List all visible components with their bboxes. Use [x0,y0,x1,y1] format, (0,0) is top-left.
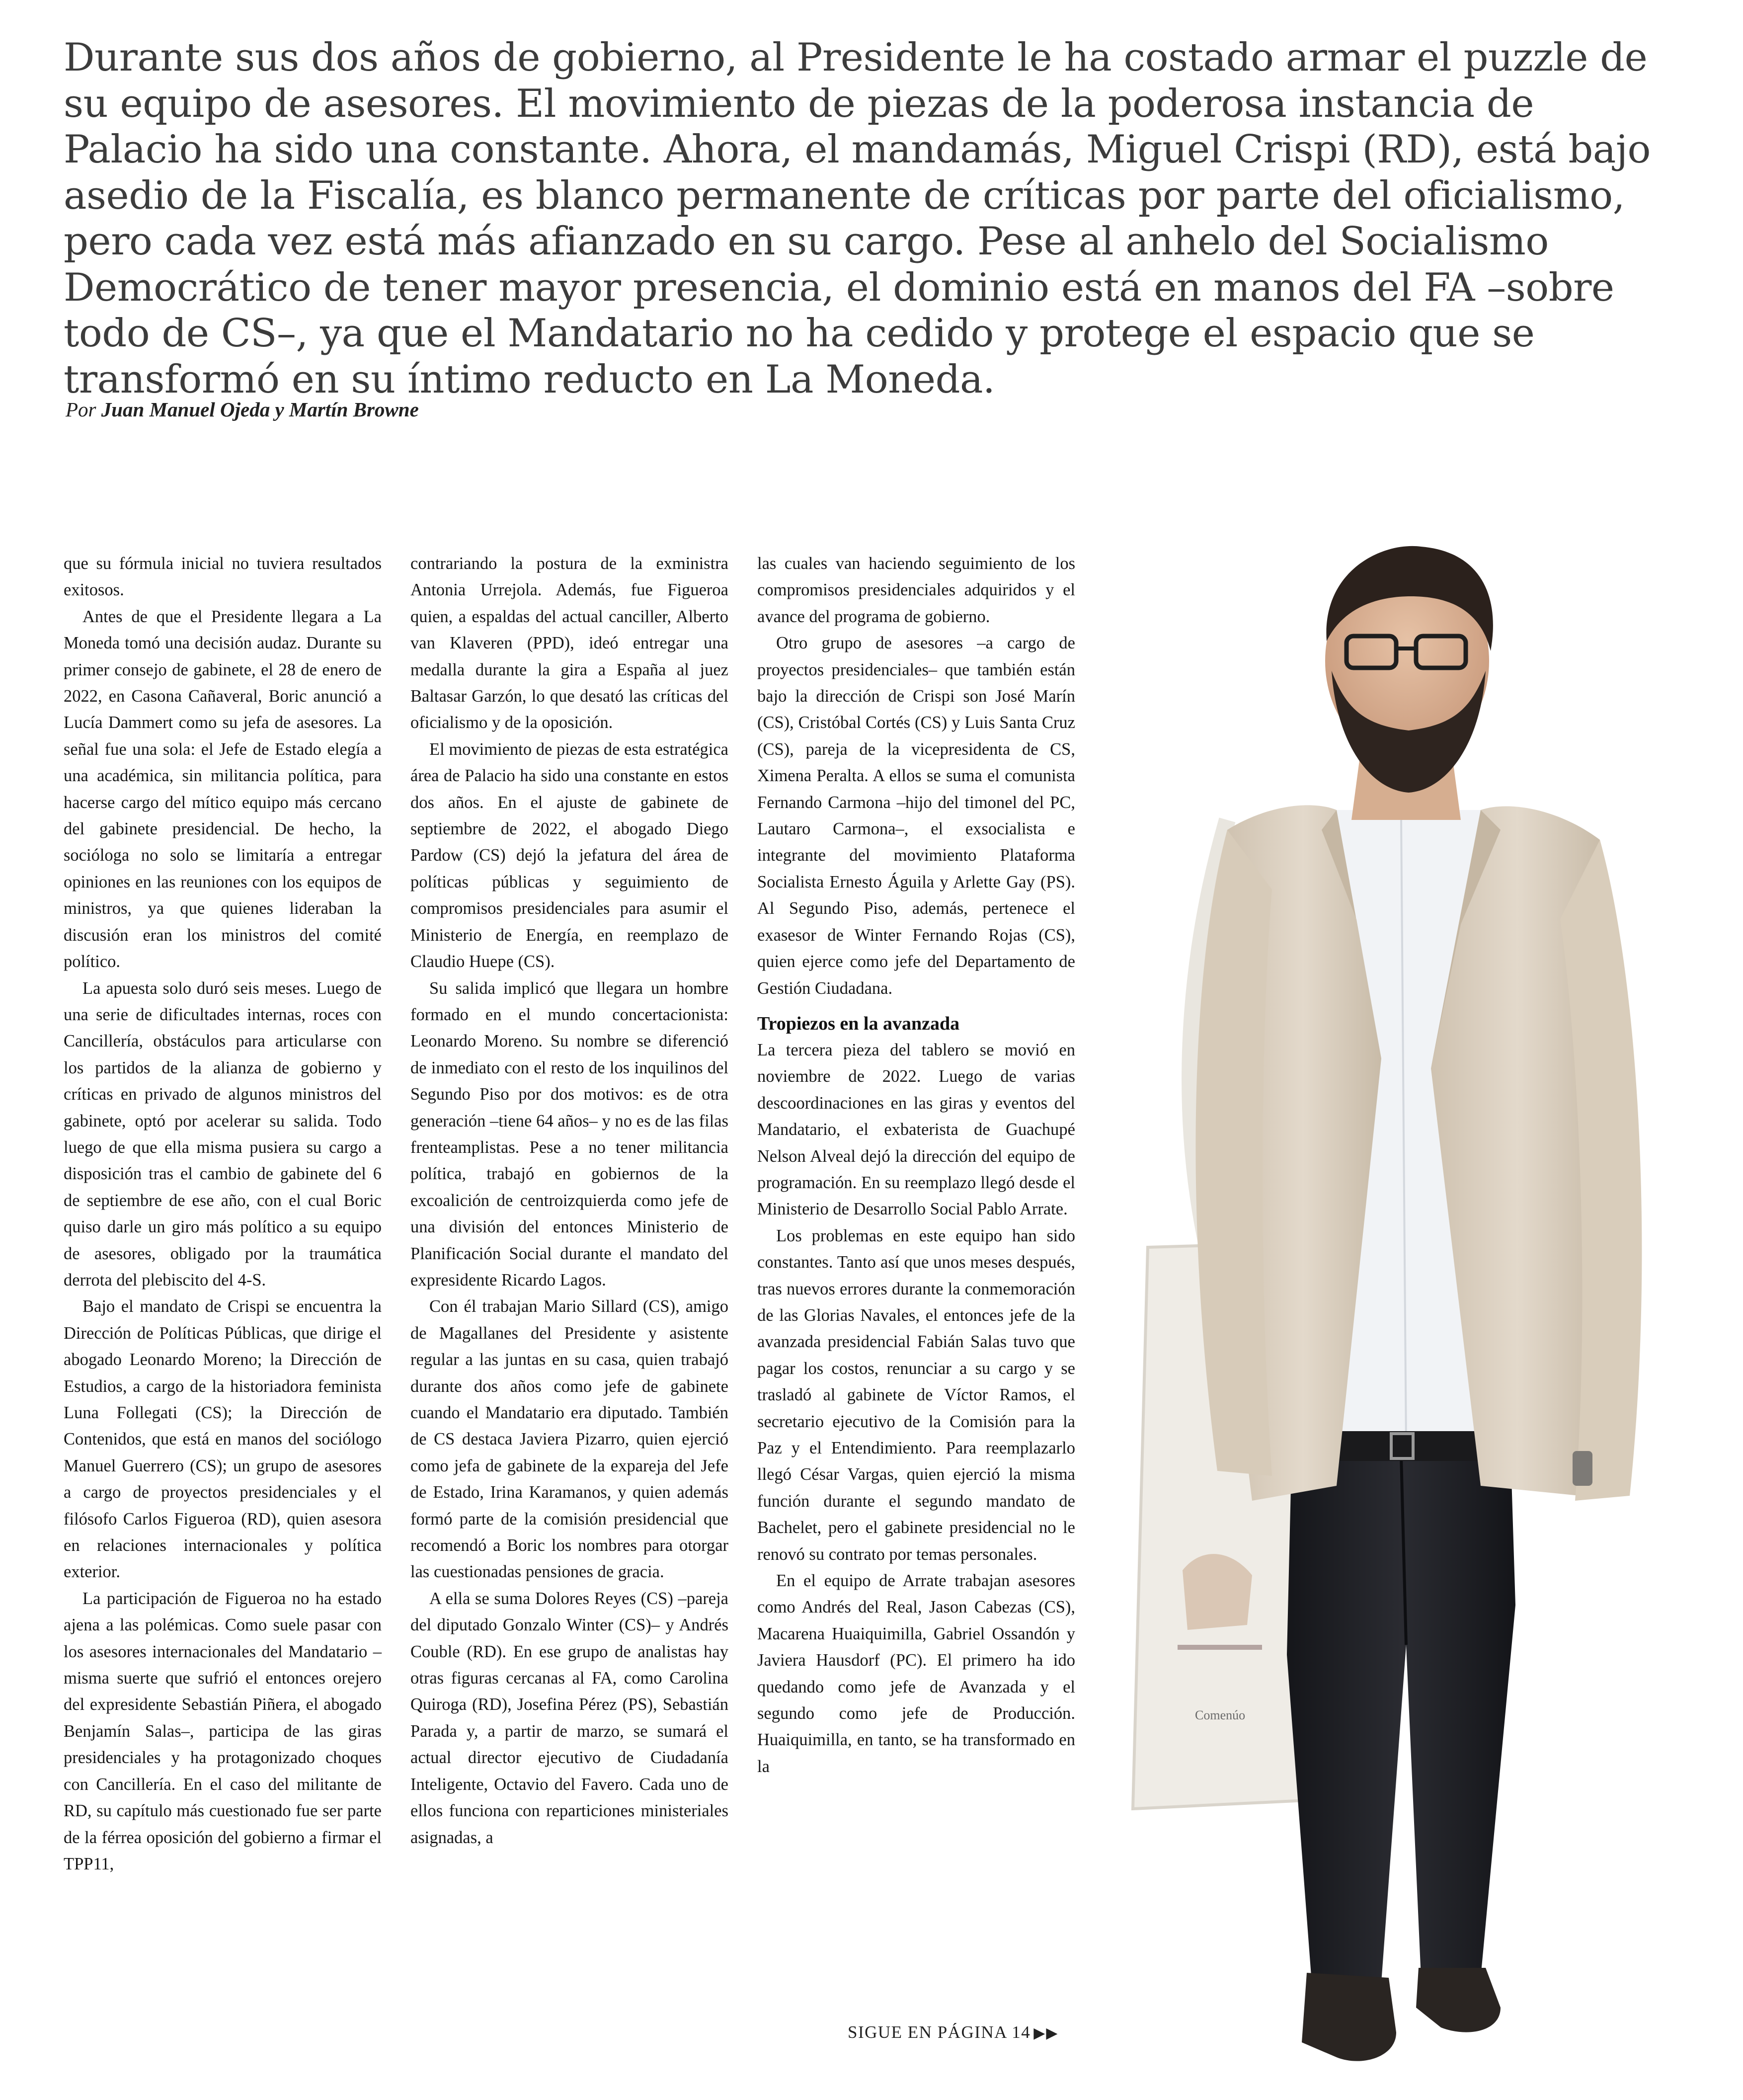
continue-on-page-link[interactable] [848,2022,1086,2042]
paragraph: El movimiento de piezas de esta estratégica área de Palacio ha sido una constante en estos dos años. En el ajuste de gabinete de septiembre de 2022, el abogado Diego Pardow (CS) dejó la jefatura del área de políticas públicas y seguimiento de compromisos presidenciales para asumir el Ministerio de Energía, en reemplazo de Claudio Huepe (CS). [410,739,728,971]
paragraph: Otro grupo de asesores –a cargo de proyectos presidenciales– que también están bajo la dirección de Crispi son José Marín (CS), Cristóbal Cortés (CS) y Luis Santa Cruz (CS), pareja de la vicepresidenta de CS, Ximena Peralta. A ellos se suma el comunista Fernando Carmona –hijo del timonel del PC, Lautaro Carmona–, el exsocialista e integrante del movimiento Plataforma Socialista Ernesto Águila y Arlette Gay (PS). Al Segundo Piso, además, pertenece el exasesor de Winter Fernando Rojas (CS), quien ejerce como jefe del Departamento de Gestión Ciudadana. [757,634,1075,998]
man-walking-photo [1103,512,1743,2100]
paragraph: En el equipo de Arrate trabajan asesores como Andrés del Real, Jason Cabezas (CS), Macarena Huaiquimilla, Gabriel Ossandón y Javiera Hausdorf (PC). El primero ha ido quedando como jefe de Avanzada y el segundo como jefe de Producción. Huaiquimilla, en tanto, se ha transformado en la [757,1571,1075,1776]
paragraph: Su salida implicó que llegara un hombre formado en el mundo concertacionista: Leonardo Moreno. Su nombre se diferenció de inmediato con el resto de los inquilinos del Segundo Piso por dos motivos: es de otra generación –tiene 64 años– y no es de las filas frenteamplistas. Pese a no tener militancia política, trabajó en gobiernos de la excoalición de centroizquierda como jefe de una división del entonces Ministerio de Planificación Social durante el mandato del expresidente Ricardo Lagos. [410,978,728,1290]
byline [66,398,1059,421]
column-1 [64,551,382,1877]
section-subheading: Tropiezos en la avanzada [757,1013,960,1034]
paragraph: A ella se suma Dolores Reyes (CS) –pareja del diputado Gonzalo Winter (CS)– y Andrés Couble (RD). En ese grupo de analistas hay otras figuras cercanas al FA, como Carolina Quiroga (RD), Josefina Pérez (PS), Sebastián Parada y, a partir de marzo, se sumará el actual director ejecutivo de Ciudadanía Inteligente, Octavio del Favero. Cada uno de ellos funciona con reparticiones ministeriales asignadas, a [410,1589,728,1847]
paragraph: La participación de Figueroa no ha estado ajena a las polémicas. Como suele pasar con los asesores internacionales del Mandatario –misma suerte que sufrió el entonces orejero del expresidente Sebastián Piñera, el abogado Benjamín Salas–, participa de las giras presidenciales y ha protagonizado choques con Cancillería. En el caso del militante de RD, su capítulo más cuestionado fue ser parte de la férrea oposición del gobierno a firmar el TPP11, [64,1589,382,1873]
paragraph: contrariando la postura de la exministra Antonia Urrejola. Además, fue Figueroa quien, a espaldas del actual canciller, Alberto van Klaveren (PPD), ideó entregar una medalla durante la gira a España al juez Baltasar Garzón, lo que desató las críticas del oficialismo y de la oposición. [410,554,728,732]
byline-authors: Juan Manuel Ojeda y Martín Browne [101,398,419,421]
paragraph: Los problemas en este equipo han sido constantes. Tanto así que unos meses después, tras nuevos errores durante la conmemoración de las Glorias Navales, el entonces jefe de la avanzada presidencial Fabián Salas tuvo que pagar los costos, renunciar a su cargo y se trasladó al gabinete de Víctor Ramos, el secretario ejecutivo de la Comisión para la Paz y el Entendimiento. Para reemplazarlo llegó César Vargas, quien ejerció la misma función durante el segundo mandato de Bachelet, pero el gabinete presidencial no le renovó su contrato por temas personales. [757,1226,1075,1564]
paragraph: que su fórmula inicial no tuviera resultados exitosos. [64,554,382,600]
paragraph: Antes de que el Presidente llegara a La Moneda tomó una decisión audaz. Durante su primer consejo de gabinete, el 28 de enero de 2022, en Casona Cañaveral, Boric anunció a Lucía Dammert como su jefa de asesores. La señal fue una sola: el Jefe de Estado elegía a una académica, sin militancia política, para hacerse cargo del mítico equipo más cercano del gabinete presidencial. De hecho, la socióloga no solo se limitaría a entregar opiniones en las reuniones con los equipos de ministros, ya que quienes lideraban la discusión eran los ministros del comité político. [64,607,382,971]
column-2 [410,551,728,1851]
byline-prefix: Por [66,398,96,421]
tote-bag-print: Comenúo [1195,1708,1246,1722]
watch-icon [1573,1451,1592,1486]
paragraph: Bajo el mandato de Crispi se encuentra la Dirección de Políticas Públicas, que dirige el abogado Leonardo Moreno; la Dirección de Estudios, a cargo de la historiadora feminista Luna Follegati (CS); la Dirección de Contenidos, que está en manos del sociólogo Manuel Guerrero (CS); un grupo de asesores a cargo de proyectos presidenciales y el filósofo Carlos Figueroa (RD), quien asesora en relaciones internacionales y política exterior. [64,1297,382,1582]
lead-paragraph: Durante sus dos años de gobierno, al Presidente le ha costado armar el puzzle de su equipo de asesores. El movimiento de piezas de la poderosa instancia de Palacio ha sido una constante. Ahora, el mandamás, Miguel Crispi (RD), está bajo asedio de la Fiscalía, es blanco permanente de críticas por parte del oficialismo, pero cada vez está más afianzado en su cargo. Pese al anhelo del Socialismo Democrático de tener mayor presencia, el dominio está en manos del FA –sobre todo de CS–, ya que el Mandatario no ha cedido y protege el espacio que se transformó en su íntimo reducto en La Moneda. [64,35,1651,402]
paragraph: La tercera pieza del tablero se movió en noviembre de 2022. Luego de varias descoordinaciones en las giras y eventos del Mandatario, el exbaterista de Guachupé Nelson Alveal dejó la dirección del equipo de programación. En su reemplazo llegó desde el Ministerio de Desarrollo Social Pablo Arrate. [757,1040,1075,1219]
double-arrow-icon: ▶▶ [1033,2025,1059,2041]
continue-label: SIGUE EN PÁGINA 14 [848,2022,1031,2042]
paragraph: las cuales van haciendo seguimiento de los compromisos presidenciales adquiridos y el avance del programa de gobierno. [757,554,1075,626]
trousers [1287,1446,1515,1983]
paragraph: Con él trabajan Mario Sillard (CS), amigo de Magallanes del Presidente y asistente regular a las juntas en su casa, quien trabajó durante dos años como jefe de gabinete cuando el Mandatario era diputado. También de CS destaca Javiera Pizarro, quien ejerció como jefa de gabinete de la expareja del Jefe de Estado, Irina Karamanos, y quien además formó parte de la comisión presidencial que recomendó a Boric los nombres para otorgar las cuestionadas pensiones de gracia. [410,1297,728,1582]
shoes [1302,1968,1501,2061]
column-3 [757,551,1075,1780]
paragraph: La apuesta solo duró seis meses. Luego de una serie de dificultades internas, roces con Cancillería, obstáculos para articularse con los partidos de la alianza de gobierno y críticas en privado de algunos ministros del gabinete, optó por acelerar su salida. Todo luego de que ella misma pusiera su cargo a disposición tras el cambio de gabinete del 6 de septiembre de ese año, con el cual Boric quiso darle un giro más político a su equipo de asesores, obligado por la traumática derrota del plebiscito del 4-S. [64,978,382,1290]
head [1325,546,1493,793]
